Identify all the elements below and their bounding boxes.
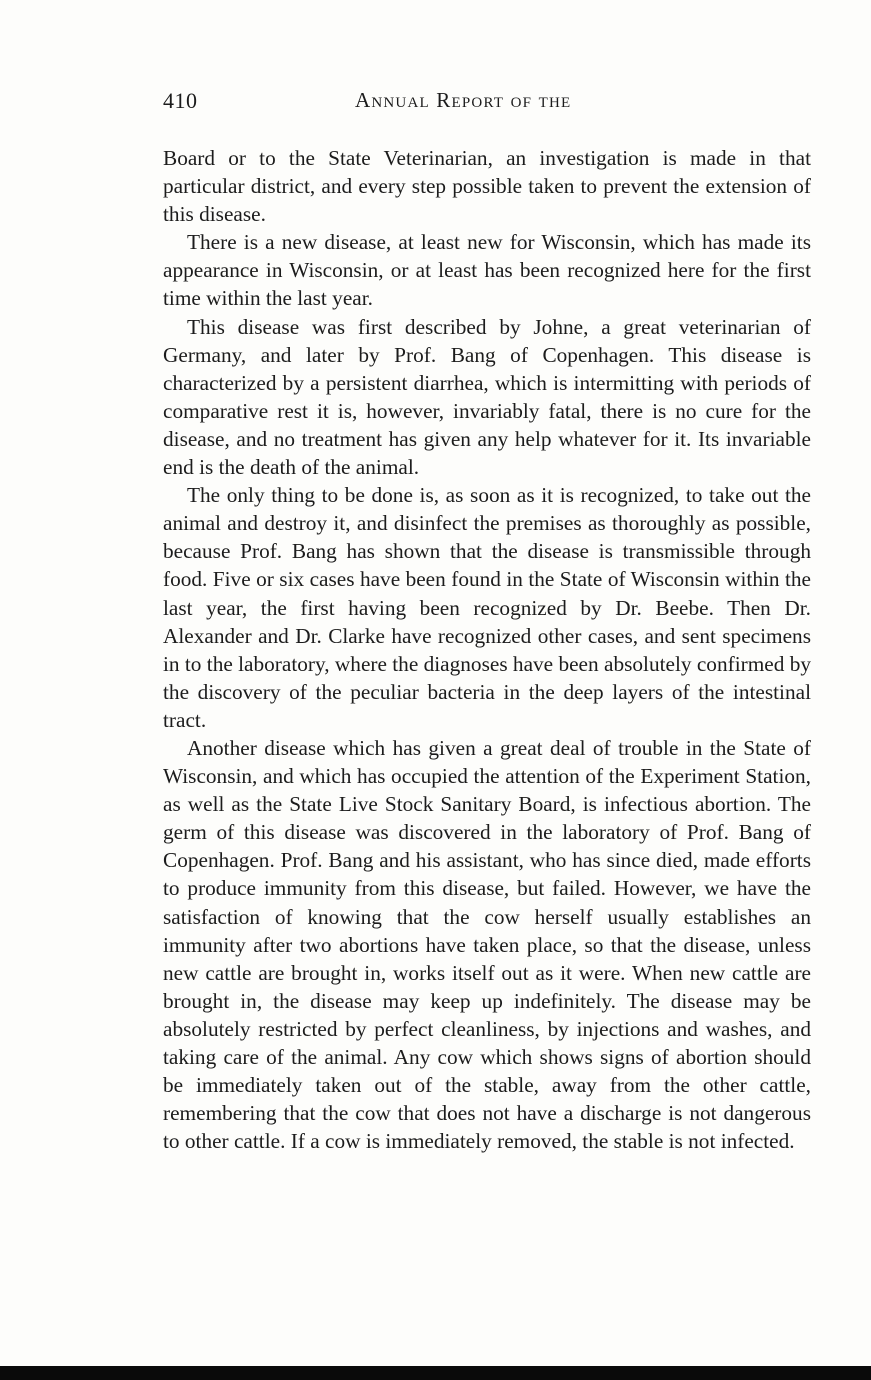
paragraph: This disease was first described by Johne, a great veterinarian of Germany, and later by Prof. Bang of Copenhagen. This disease is characterized by a persistent diarrhea, which is intermitting with periods of comparative rest it is, however, invariably fatal, there is no cure for the disease, and no treatment has given any help whatever for it. Its invariable end is the death of the animal. xyxy=(163,314,811,480)
paragraph: Another disease which has given a great deal of trouble in the State of Wisconsin, and which has occupied the attention of the Experiment Station, as well as the State Live Stock Sanitary Board, is infectious abortion. The germ of this disease was discovered in the laboratory of Prof. Bang of Copenhagen. Prof. Bang and his assistant, who has since died, made efforts to produce immunity from this disease, but failed. However, we have the satisfaction of knowing that the cow herself usually establishes an immunity after two abortions have taken place, so that the disease, unless new cattle are brought in, works itself out as it were. When new cattle are brought in, the disease may keep up indefinitely. The disease may be absolutely restricted by perfect cleanliness, by injections and washes, and taking care of the animal. Any cow which shows signs of abortion should be immediately taken out of the stable, away from the other cattle, remembering that the cow that does not have a discharge is not dangerous to other cattle. If a cow is immediately removed, the stable is not infected. xyxy=(163,735,811,1154)
scan-bottom-border xyxy=(0,1366,871,1380)
page-header xyxy=(163,88,811,118)
running-title: Annual Report of the xyxy=(355,88,572,112)
page-number: 410 xyxy=(163,88,198,113)
paragraph: The only thing to be done is, as soon as it is recognized, to take out the animal and destroy it, and disinfect the premises as thoroughly as possible, because Prof. Bang has shown that the disease is transmissible through food. Five or six cases have been found in the State of Wisconsin within the last year, the first having been recognized by Dr. Beebe. Then Dr. Alexander and Dr. Clarke have recognized other cases, and sent specimens in to the laboratory, where the diagnoses have been absolutely confirmed by the discovery of the peculiar bacteria in the deep layers of the intestinal tract. xyxy=(163,483,811,732)
paragraph-continued: Board or to the State Veterinarian, an investigation is made in that particular district, and every step possible taken to prevent the extension of this disease. xyxy=(163,146,811,227)
body-text xyxy=(163,144,811,1155)
paragraph: There is a new disease, at least new for Wisconsin, which has made its appearance in Wisconsin, or at least has been recognized here for the first time within the last year. xyxy=(163,230,811,311)
